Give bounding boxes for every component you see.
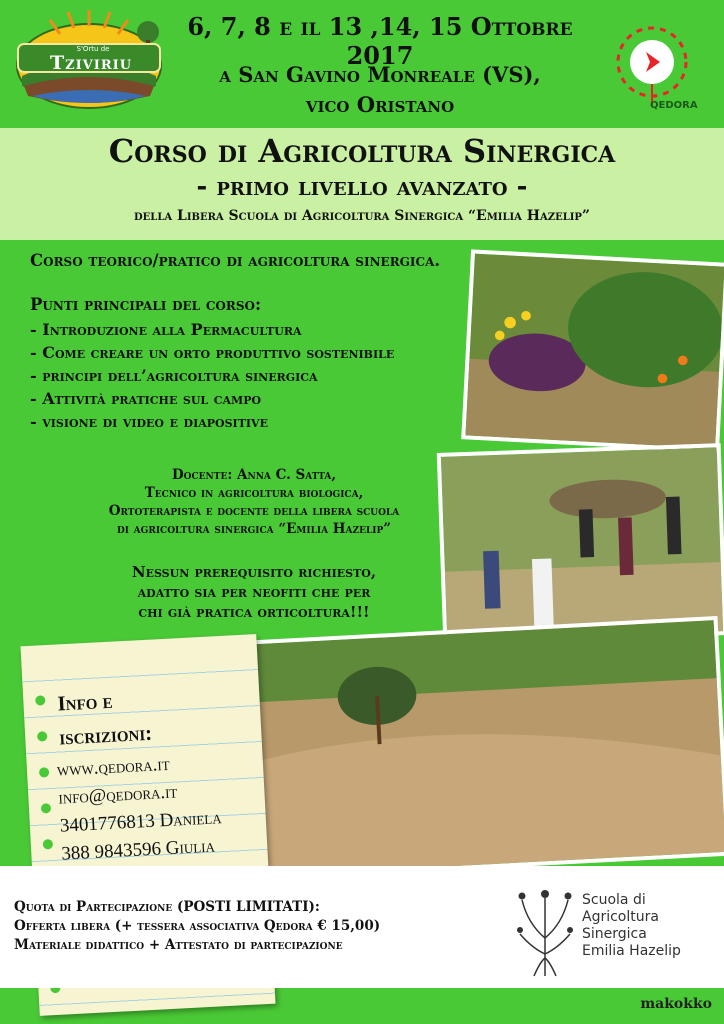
prerequisites (44, 562, 464, 622)
logo-name: Tziviriu (49, 52, 133, 74)
info-heading (57, 682, 153, 755)
prereq-line: adatto sia per neofiti che per (137, 583, 371, 601)
fee-line: Quota di Partecipazione (POSTI LIMITATI): (14, 899, 320, 915)
ring-hole (41, 803, 52, 814)
teacher-line: di agricoltura sinergica “Emilia Hazelip” (116, 521, 392, 537)
website-link[interactable]: www.qedora.it (56, 753, 171, 781)
phone-daniela[interactable]: 3401776813 Daniela (59, 807, 223, 837)
event-place-line1: a San Gavino Monreale (VS), (219, 62, 541, 87)
email-link[interactable]: info@qedora.it (57, 781, 178, 809)
prereq-line: Nessun prerequisito richiesto, (131, 563, 377, 581)
list-item: - Come creare un orto produttivo sostenibile (30, 343, 395, 362)
designer-credit: makokko (640, 996, 712, 1012)
ring-hole (43, 839, 54, 850)
title-band (0, 128, 724, 240)
wheat-plant-icon (514, 878, 576, 978)
logo-small-text: S'Ortu de (76, 45, 110, 53)
school-logo-line: Sinergica (582, 926, 647, 942)
list-item: - visione di video e diapositive (30, 412, 268, 431)
teacher-line: Ortoterapista e docente della libera scuola (108, 503, 400, 519)
teacher-info (44, 466, 464, 538)
ring-hole (35, 695, 46, 706)
school-logo-line: Emilia Hazelip (582, 943, 681, 959)
info-heading-line1: Info e (56, 688, 114, 716)
field-photo (252, 616, 724, 880)
fee-band (0, 866, 724, 988)
ring-hole (39, 767, 50, 778)
teacher-line: Docente: Anna C. Satta, (171, 467, 337, 483)
school-logo-text (582, 892, 681, 960)
event-place (160, 60, 600, 120)
event-place-line2: vico Oristano (305, 92, 455, 117)
teacher-line: Tecnico in agricoltura biologica, (144, 485, 364, 501)
qedora-logo-text: QEDORA (650, 100, 698, 111)
course-intro: Corso teorico/pratico di agricoltura sinergica. (30, 251, 441, 270)
school-name: della Libera Scuola di Agricoltura Sinergica “Emilia Hazelip” (134, 208, 590, 224)
points-list (30, 318, 394, 433)
course-level: - primo livello avanzato - (196, 172, 528, 202)
workshop-photo (437, 443, 724, 645)
contact-list (56, 748, 223, 868)
list-item: - principi dell’agricoltura sinergica (30, 366, 318, 385)
info-heading-line2: iscrizioni: (58, 720, 153, 750)
phone-giulia[interactable]: 388 9843596 Giulia (60, 835, 216, 865)
list-item: - Attività pratiche sul campo (30, 389, 262, 408)
event-dates: 6, 7, 8 e il 13 ,14, 15 Ottobre 2017 (187, 12, 573, 70)
fee-line: Materiale didattico + Attestato di partecipazione (14, 937, 343, 953)
course-title: Corso di Agricoltura Sinergica (108, 132, 616, 170)
school-logo-line: Agricoltura (582, 909, 659, 925)
school-logo-line: Scuola di (582, 892, 646, 908)
qedora-logo (592, 18, 714, 110)
list-item: - Introduzione alla Permacultura (30, 320, 302, 339)
fee-info (14, 898, 380, 955)
fee-line: Offerta libera (+ tessera associativa Qedora € 15,00) (14, 918, 381, 934)
prereq-line: chi già pratica orticoltura!!! (138, 603, 370, 621)
header (0, 0, 724, 128)
points-heading: Punti principali del corso: (30, 295, 262, 314)
ring-hole (37, 731, 48, 742)
garden-photo (461, 249, 724, 452)
